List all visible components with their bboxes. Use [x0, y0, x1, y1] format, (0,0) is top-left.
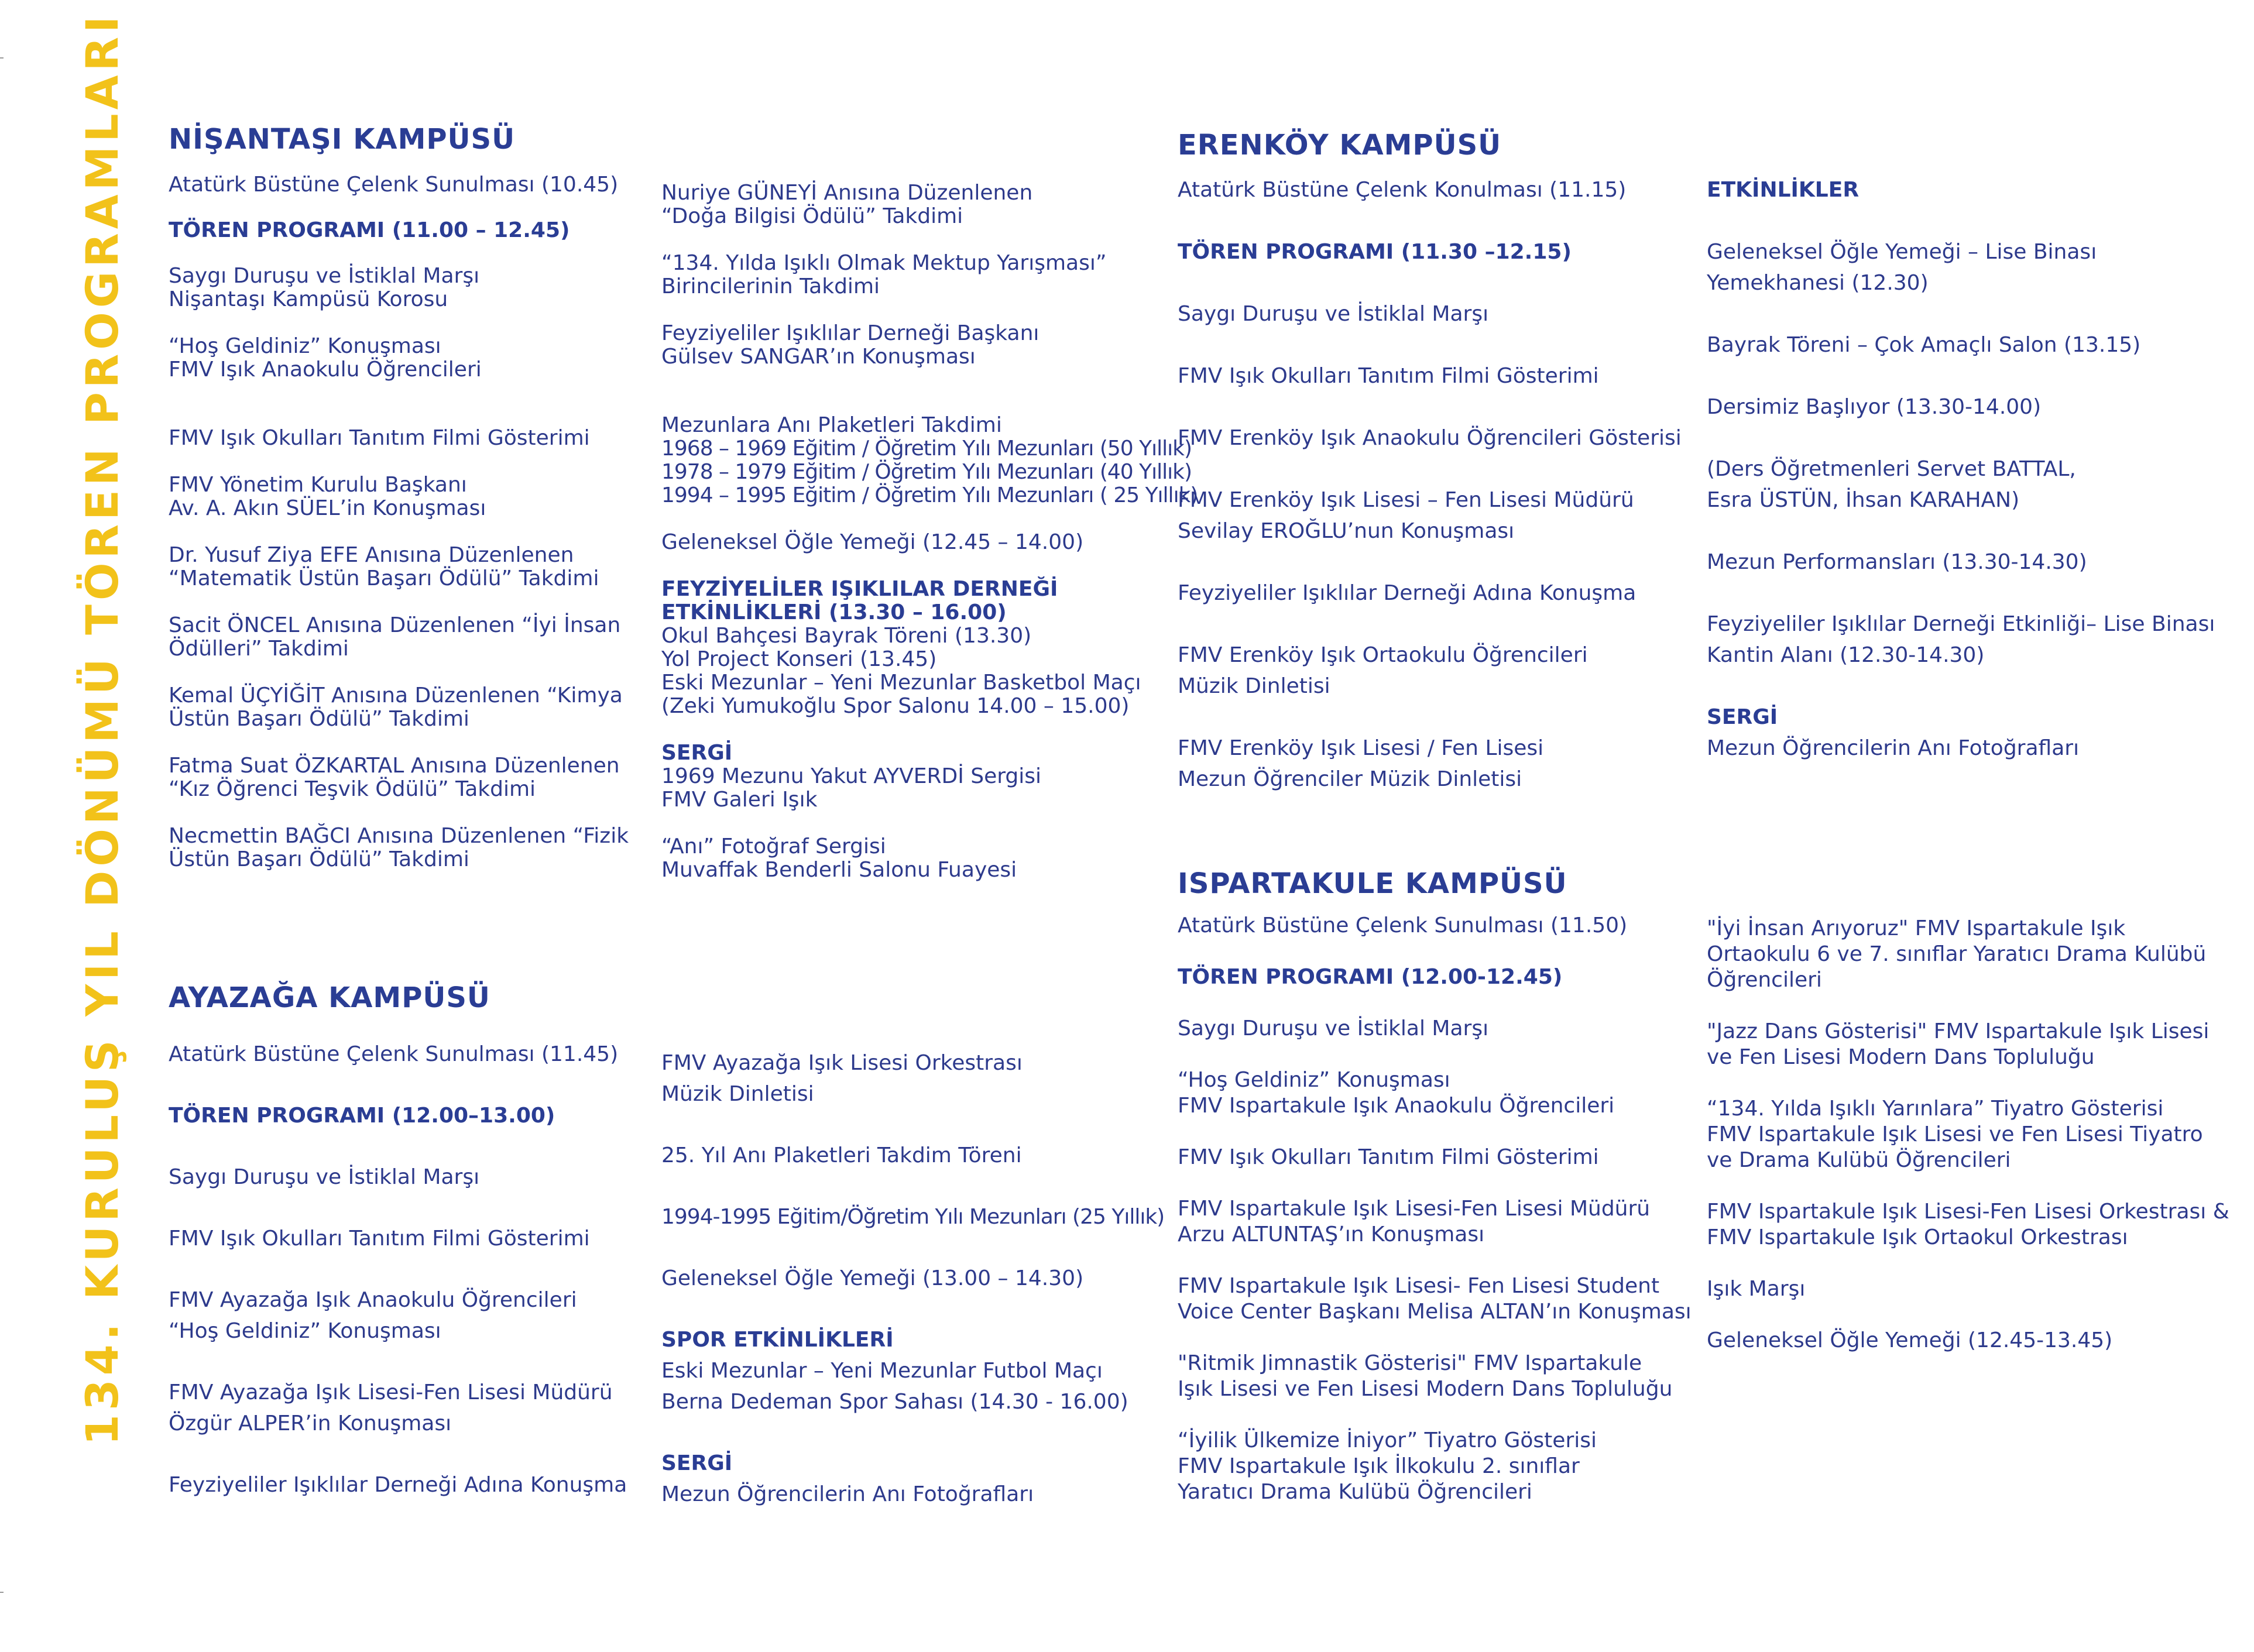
- ayazaga-wreath: Atatürk Büstüne Çelenk Sunulması (11.45): [169, 1042, 619, 1066]
- ispartakule-col-right: [1707, 916, 2229, 1354]
- program-item: Ortaokulu 6 ve 7. sınıflar Yaratıcı Drama Kulübü: [1707, 942, 2207, 966]
- program-item: Muvaffak Benderli Salonu Fuayesi: [661, 858, 1017, 882]
- program-item: (Zeki Yumukoğlu Spor Salonu 14.00 – 15.00): [661, 694, 1130, 718]
- program-item: Işık Lisesi ve Fen Lisesi Modern Dans Topluluğu: [1178, 1377, 1673, 1401]
- program-item: Üstün Başarı Ödülü” Takdimi: [169, 707, 469, 731]
- program-item: Okul Bahçesi Bayrak Töreni (13.30): [661, 624, 1032, 648]
- program-item: 1978 – 1979 Eğitim / Öğretim Yılı Mezunları (40 Yıllık): [661, 460, 1192, 484]
- ayazaga-title: AYAZAĞA KAMPÜSÜ: [169, 981, 490, 1014]
- erenkoy-col-left: [1178, 128, 1682, 795]
- program-item: Mezunlara Anı Plaketleri Takdimi: [661, 413, 1002, 437]
- program-item: “Hoş Geldiniz” Konuşması: [169, 1319, 441, 1343]
- crop-mark: [0, 1592, 4, 1593]
- sergi-heading: SERGİ: [661, 1451, 733, 1475]
- nisantasi-program: TÖREN PROGRAMI (11.00 – 12.45): [169, 218, 570, 242]
- program-item: Geleneksel Öğle Yemeği (12.45-13.45): [1707, 1328, 2113, 1352]
- program-item: FMV Erenköy Işık Lisesi / Fen Lisesi: [1178, 736, 1544, 760]
- program-item: “134. Yılda Işıklı Olmak Mektup Yarışması”: [661, 251, 1107, 275]
- program-item: Dersimiz Başlıyor (13.30-14.00): [1707, 395, 2042, 419]
- program-item: (Ders Öğretmenleri Servet BATTAL,: [1707, 457, 2076, 481]
- program-item: FMV Galeri Işık: [661, 788, 818, 812]
- crop-mark: [0, 57, 4, 59]
- program-item: FMV Ispartakule Işık Lisesi ve Fen Lisesi Tiyatro: [1707, 1122, 2203, 1146]
- program-item: FMV Ayazağa Işık Anaokulu Öğrencileri: [169, 1288, 577, 1312]
- program-item: Ödülleri” Takdimi: [169, 637, 349, 661]
- program-item: FMV Ispartakule Işık Anaokulu Öğrencileri: [1178, 1094, 1615, 1118]
- ispartakule-title: ISPARTAKULE KAMPÜSÜ: [1178, 867, 1567, 900]
- program-item: Sevilay EROĞLU’nun Konuşması: [1178, 519, 1515, 543]
- program-item: Mezun Öğrencilerin Anı Fotoğrafları: [1707, 736, 2080, 760]
- program-item: FMV Ayazağa Işık Lisesi-Fen Lisesi Müdürü: [169, 1380, 613, 1404]
- program-item: FMV Işık Okulları Tanıtım Filmi Gösterimi: [1178, 364, 1599, 388]
- program-item: Müzik Dinletisi: [1178, 674, 1330, 698]
- program-item: Özgür ALPER’in Konuşması: [169, 1411, 452, 1435]
- program-item: Feyziyeliler Işıklılar Derneği Başkanı: [661, 321, 1039, 345]
- program-item: Feyziyeliler Işıklılar Derneği Adına Konuşma: [169, 1473, 627, 1497]
- program-item: Mezun Öğrenciler Müzik Dinletisi: [1178, 767, 1522, 791]
- program-item: ve Fen Lisesi Modern Dans Topluluğu: [1707, 1045, 2095, 1069]
- program-item: “134. Yılda Işıklı Yarınlara” Tiyatro Gösterisi: [1707, 1097, 2164, 1121]
- program-item: Saygı Duruşu ve İstiklal Marşı: [169, 264, 480, 288]
- program-item: Geleneksel Öğle Yemeği – Lise Binası: [1707, 240, 2097, 264]
- program-item: Üstün Başarı Ödülü” Takdimi: [169, 847, 469, 871]
- program-item: Mezun Performansları (13.30-14.30): [1707, 550, 2087, 574]
- program-item: Geleneksel Öğle Yemeği (12.45 – 14.00): [661, 530, 1084, 554]
- nisantasi-wreath: Atatürk Büstüne Çelenk Sunulması (10.45): [169, 173, 619, 197]
- program-item: Nişantaşı Kampüsü Korosu: [169, 287, 448, 311]
- program-item: Gülsev SANGAR’ın Konuşması: [661, 345, 976, 369]
- nisantasi-col-right: [661, 181, 1198, 882]
- sergi-heading: SERGİ: [661, 741, 733, 765]
- program-item: Kantin Alanı (12.30-14.30): [1707, 643, 1985, 667]
- program-item: “Hoş Geldiniz” Konuşması: [169, 334, 441, 358]
- program-item: FMV Ispartakule Işık Lisesi- Fen Lisesi Student: [1178, 1274, 1660, 1298]
- program-item: Fatma Suat ÖZKARTAL Anısına Düzenlenen: [169, 754, 620, 778]
- program-item: FMV Ayazağa Işık Lisesi Orkestrası: [661, 1051, 1023, 1075]
- erenkoy-title: ERENKÖY KAMPÜSÜ: [1178, 129, 1502, 162]
- program-item: Dr. Yusuf Ziya EFE Anısına Düzenlenen: [169, 543, 574, 567]
- program-item: 1969 Mezunu Yakut AYVERDİ Sergisi: [661, 764, 1042, 788]
- program-item: Müzik Dinletisi: [661, 1082, 814, 1106]
- program-item: Saygı Duruşu ve İstiklal Marşı: [1178, 1016, 1489, 1040]
- assoc-heading: ETKİNLİKLERİ (13.30 – 16.00): [661, 600, 1007, 624]
- ayazaga-col-left: [169, 980, 627, 1500]
- program-item: FMV Ispartakule Işık Ortaokul Orkestrası: [1707, 1225, 2128, 1249]
- sergi-heading: SERGİ: [1707, 705, 1778, 729]
- program-item: 1968 – 1969 Eğitim / Öğretim Yılı Mezunları (50 Yıllık): [661, 437, 1192, 461]
- program-item: Eski Mezunlar – Yeni Mezunlar Futbol Maçı: [661, 1359, 1103, 1383]
- program-item: Yemekhanesi (12.30): [1707, 271, 1929, 295]
- program-item: Berna Dedeman Spor Sahası (14.30 - 16.00): [661, 1390, 1128, 1414]
- program-item: "Ritmik Jimnastik Gösterisi" FMV Ispartakule: [1178, 1351, 1642, 1375]
- ispartakule-col-left: [1178, 866, 1692, 1505]
- program-item: Mezun Öğrencilerin Anı Fotoğrafları: [661, 1482, 1034, 1506]
- program-item: "İyi İnsan Arıyoruz" FMV Ispartakule Işık: [1707, 916, 2126, 940]
- nisantasi-title: NİŞANTAŞI KAMPÜSÜ: [169, 123, 516, 156]
- spor-heading: SPOR ETKİNLİKLERİ: [661, 1328, 894, 1352]
- program-item: Voice Center Başkanı Melisa ALTAN’ın Konuşması: [1178, 1300, 1692, 1324]
- erenkoy-col-right: [1707, 174, 2215, 764]
- program-item: Birincilerinin Takdimi: [661, 274, 880, 298]
- program-item: FMV Erenköy Işık Ortaokulu Öğrencileri: [1178, 643, 1588, 667]
- program-item: FMV Ispartakule Işık Lisesi-Fen Lisesi Müdürü: [1178, 1197, 1651, 1221]
- program-item: Saygı Duruşu ve İstiklal Marşı: [1178, 302, 1489, 326]
- program-item: Bayrak Töreni – Çok Amaçlı Salon (13.15): [1707, 333, 2141, 357]
- program-item: Yaratıcı Drama Kulübü Öğrencileri: [1178, 1480, 1532, 1504]
- program-item: Av. A. Akın SÜEL’in Konuşması: [169, 496, 486, 520]
- program-item: FMV Ispartakule Işık Lisesi-Fen Lisesi Orkestrası &: [1707, 1200, 2229, 1224]
- erenkoy-wreath: Atatürk Büstüne Çelenk Konulması (11.15): [1178, 178, 1627, 202]
- program-item: Necmettin BAĞCI Anısına Düzenlenen “Fizik: [169, 824, 629, 848]
- program-item: FMV Işık Okulları Tanıtım Filmi Gösterimi: [169, 426, 590, 450]
- program-item: Eski Mezunlar – Yeni Mezunlar Basketbol Maçı: [661, 671, 1141, 695]
- program-item: Işık Marşı: [1707, 1277, 1806, 1301]
- program-item: Öğrencileri: [1707, 968, 1822, 992]
- ayazaga-program: TÖREN PROGRAMI (12.00–13.00): [169, 1104, 555, 1128]
- program-item: 1994-1995 Eğitim/Öğretim Yılı Mezunları (25 Yıllık): [661, 1205, 1165, 1229]
- assoc-heading: FEYZİYELİLER IŞIKLILAR DERNEĞİ: [661, 577, 1058, 601]
- side-title: 134. KURULUŞ YIL DÖNÜMÜ TÖREN PROGRAMLARI: [76, 12, 128, 1445]
- ispartakule-program: TÖREN PROGRAMI (12.00-12.45): [1178, 965, 1563, 989]
- program-item: ve Drama Kulübü Öğrencileri: [1707, 1148, 2011, 1172]
- program-item: 25. Yıl Anı Plaketleri Takdim Töreni: [661, 1143, 1022, 1167]
- erenkoy-program: TÖREN PROGRAMI (11.30 –12.15): [1178, 240, 1572, 264]
- etkinlikler-heading: ETKİNLİKLER: [1707, 178, 1860, 202]
- program-item: Kemal ÜÇYİĞİT Anısına Düzenlenen “Kimya: [169, 684, 623, 707]
- program-item: Esra ÜSTÜN, İhsan KARAHAN): [1707, 488, 2020, 512]
- program-item: “Kız Öğrenci Teşvik Ödülü” Takdimi: [169, 777, 536, 801]
- program-item: Yol Project Konseri (13.45): [661, 647, 937, 671]
- program-item: FMV Erenköy Işık Lisesi – Fen Lisesi Müdürü: [1178, 488, 1634, 512]
- ayazaga-col-right: [661, 1047, 1164, 1510]
- program-item: FMV Ispartakule Işık İlkokulu 2. sınıflar: [1178, 1454, 1580, 1478]
- program-item: “Hoş Geldiniz” Konuşması: [1178, 1068, 1450, 1092]
- program-item: FMV Işık Okulları Tanıtım Filmi Gösterimi: [169, 1227, 590, 1251]
- program-item: FMV Yönetim Kurulu Başkanı: [169, 473, 467, 497]
- program-item: “Matematik Üstün Başarı Ödülü” Takdimi: [169, 566, 599, 590]
- program-item: Nuriye GÜNEYİ Anısına Düzenlenen: [661, 181, 1033, 205]
- program-item: 1994 – 1995 Eğitim / Öğretim Yılı Mezunları ( 25 Yıllık): [661, 483, 1198, 507]
- ispartakule-wreath: Atatürk Büstüne Çelenk Sunulması (11.50): [1178, 913, 1628, 937]
- program-item: FMV Işık Okulları Tanıtım Filmi Gösterimi: [1178, 1145, 1599, 1169]
- program-item: “İyilik Ülkemize İniyor” Tiyatro Gösterisi: [1178, 1428, 1597, 1452]
- nisantasi-col-left: [169, 123, 629, 871]
- program-item: Arzu ALTUNTAŞ’ın Konuşması: [1178, 1222, 1485, 1246]
- program-item: Feyziyeliler Işıklılar Derneği Adına Konuşma: [1178, 581, 1637, 605]
- program-item: Feyziyeliler Işıklılar Derneği Etkinliği– Lise Binası: [1707, 612, 2215, 636]
- program-item: Geleneksel Öğle Yemeği (13.00 – 14.30): [661, 1266, 1084, 1290]
- program-item: Sacit ÖNCEL Anısına Düzenlenen “İyi İnsan: [169, 613, 621, 637]
- program-item: “Anı” Fotoğraf Sergisi: [661, 834, 886, 858]
- program-item: FMV Işık Anaokulu Öğrencileri: [169, 358, 482, 382]
- program-item: “Doğa Bilgisi Ödülü” Takdimi: [661, 204, 963, 228]
- program-item: "Jazz Dans Gösterisi" FMV Ispartakule Işık Lisesi: [1707, 1019, 2210, 1043]
- program-item: FMV Erenköy Işık Anaokulu Öğrencileri Gösterisi: [1178, 426, 1682, 450]
- program-item: Saygı Duruşu ve İstiklal Marşı: [169, 1165, 480, 1189]
